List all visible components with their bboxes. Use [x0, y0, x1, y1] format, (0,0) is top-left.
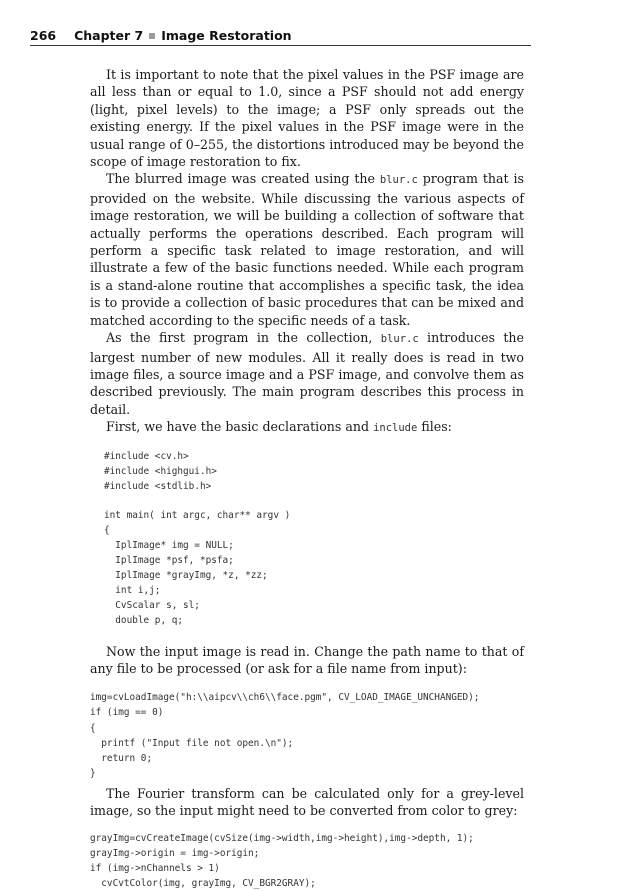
paragraph-grey-level: The Fourier transform can be calculated only for a grey-level image, so the input might need to be converted from color to grey: — [90, 785, 524, 819]
header-bullet — [149, 33, 155, 39]
code-block-includes: #include <cv.h> #include <highgui.h> #include <stdlib.h> — [104, 450, 217, 492]
paragraph-first-program — [90, 329, 524, 418]
p3-text-before: As the first program in the collection, — [106, 330, 381, 346]
chapter-label: Chapter 7 — [74, 28, 144, 43]
section-title: Image Restoration — [161, 28, 292, 43]
paragraph-blurred-image — [90, 170, 524, 329]
p2-text-before: The blurred image was created using the — [106, 171, 380, 187]
inline-code-include: include — [373, 422, 418, 435]
p4-text-before: First, we have the basic declarations and — [106, 419, 374, 435]
p4-text-after: files: — [417, 419, 452, 435]
inline-code-blur-2: blur.c — [380, 333, 419, 346]
p3-text-after: introduces the largest number of new modules. All it really does is read in two image files, a source image and a PSF image, and convolve them as described previously. The main program describes this process in detail. — [90, 330, 525, 417]
page-body — [90, 66, 524, 891]
header-rule — [30, 45, 531, 46]
code-block-main-declarations: int main( int argc, char** argv ) { IplImage* img = NULL; IplImage *psf, *psfa; IplImage *grayImg, *z, *zz; int i,j; CvScalar s, sl; double p, q; — [104, 509, 291, 627]
p2-text-after: program that is provided on the website. While discussing the various aspects of image restoration, we will be building a collection of software that actually performs the operations described. Each program will perform a specific task related to image restoration, and will illustrate a few of the basic functions needed. While each program is a stand-alone routine that accomplishes a specific task, the idea is to provide a collection of basic procedures that can be mixed and matched according to the specific needs of a task. — [90, 171, 525, 328]
paragraph-input-image: Now the input image is read in. Change the path name to that of any file to be processed (or ask for a file name from input): — [90, 643, 524, 676]
running-header — [30, 28, 535, 43]
inline-code-blur: blur.c — [379, 174, 418, 187]
code-block-grey-convert: grayImg=cvCreateImage(cvSize(img->width,img->height),img->depth, 1); grayImg->origin = img->origin; if (img->nChannels > 1) cvCvtColor(img, grayImg, CV_BGR2GRAY); — [90, 832, 474, 890]
page-number: 266 — [30, 28, 57, 43]
paragraph-psf-note: It is important to note that the pixel values in the PSF image are all less than or equal to 1.0, since a PSF should not add energy (light, pixel levels) to the image; a PSF only spreads out the existing energy. If the pixel values in the PSF image were in the usual range of 0–255, the distortions introduced may be beyond the scope of image restoration to fix. — [90, 67, 524, 170]
paragraph-declarations — [90, 418, 524, 437]
code-block-load-image: img=cvLoadImage("h:\\aipcv\\ch6\\face.pgm", CV_LOAD_IMAGE_UNCHANGED); if (img == 0) { printf ("Input file not open.\n"); return 0; } — [90, 692, 480, 779]
